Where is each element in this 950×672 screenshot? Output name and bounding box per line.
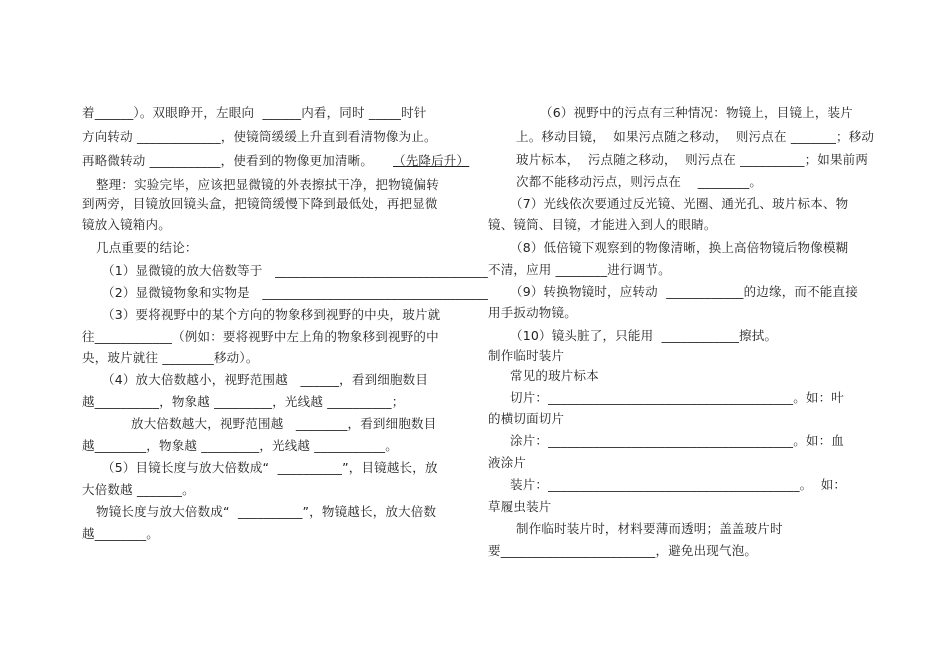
- text-line: 着______）。双眼睁开，左眼向 ______内看，同时 _____时针: [82, 105, 427, 120]
- text-line: （2）显微镜物象和实物是 ___________________________________: [102, 285, 489, 300]
- text-line: （4）放大倍数越小，视野范围越 ______，看到细胞数目: [102, 372, 429, 387]
- text-line: 再略微转动 ___________，使看到的物像更加清晰。: [82, 153, 374, 168]
- text-line: （9）转换物镜时，应转动 ____________的边缘，而不能直接: [510, 284, 858, 299]
- text-line: 用手扳动物镜。: [488, 305, 577, 320]
- text-line: 制作临时装片时，材料要薄而透明；盖盖玻片时: [516, 521, 783, 536]
- text-line: 切片：______________________________________。如：叶: [510, 390, 845, 405]
- text-line: （10）镜头脏了，只能用 ____________擦拭。: [510, 328, 778, 343]
- text-line: 镜、镜筒、目镜，才能进入到人的眼睛。: [488, 217, 717, 232]
- text-line: 装片：_______________________________________。 如：: [510, 477, 847, 492]
- text-line: 草履虫装片: [488, 499, 552, 514]
- section-heading: 几点重要的结论：: [96, 240, 198, 255]
- text-line: 越________，物象越 _________，光线越 ___________。: [82, 438, 398, 453]
- text-line: 往____________（例如：要将视野中左上角的物象移到视野的中: [82, 329, 439, 344]
- text-line: 越________。: [82, 526, 160, 541]
- text-line: 整理：实验完毕，应该把显微镜的外表擦拭干净，把物镜偏转: [96, 177, 439, 192]
- text-line: 方向转动 _____________，使镜筒缓缓上升直到看清物像为止。: [82, 129, 437, 144]
- text-line: 次都不能移动污点，则污点在 ________。: [516, 174, 763, 189]
- text-line: 越__________，物象越 _________，光线越 __________；: [82, 394, 405, 409]
- text-line: 要________________________，避免出现气泡。: [488, 543, 758, 558]
- section-heading: 常见的玻片标本: [510, 368, 599, 383]
- section-heading: 制作临时装片: [488, 348, 565, 363]
- text-line: 放大倍数越大，视野范围越 ________，看到细胞数目: [131, 416, 437, 431]
- text-line: 玻片标本， 污点随之移动， 则污点在 __________；如果前两: [516, 152, 869, 167]
- text-line: 物镜长度与放大倍数成“ __________”，物镜越长，放大倍数: [96, 504, 437, 519]
- text-line: 镜放入镜箱内。: [82, 217, 171, 232]
- text-line: 央，玻片就往 ________移动）。: [82, 350, 259, 365]
- text-line: （3）要将视野中的某个方向的物象移到视野的中央，玻片就: [102, 307, 441, 322]
- text-line: 到两旁，目镜放回镜头盒，把镜筒缓慢下降到最低处，再把显微: [82, 196, 438, 211]
- text-line: （7）光线依次要通过反光镜、光圈、通光孔、玻片标本、物: [510, 196, 849, 211]
- text-line: 涂片：______________________________________。如：血: [510, 433, 845, 448]
- text-line: 不清，应用 ________进行调节。: [488, 262, 671, 277]
- text-line: （8）低倍镜下观察到的物像清晰，换上高倍物镜后物像模糊: [510, 240, 849, 255]
- text-line: 上。移动目镜， 如果污点随之移动， 则污点在 _______；移动: [516, 129, 875, 144]
- text-line: （6）视野中的污点有三种情况：物镜上，目镜上，装片: [540, 105, 853, 120]
- text-line: （1）显微镜的放大倍数等于 _________________________________: [102, 263, 488, 278]
- text-line: 大倍数越 _______。: [82, 482, 195, 497]
- text-line: （5）目镜长度与放大倍数成“ __________”，目镜越长，放: [102, 460, 438, 475]
- annotation-note: （先降后升）: [393, 153, 470, 168]
- text-line: 的横切面切片: [488, 411, 565, 426]
- text-line: 液涂片: [488, 455, 527, 470]
